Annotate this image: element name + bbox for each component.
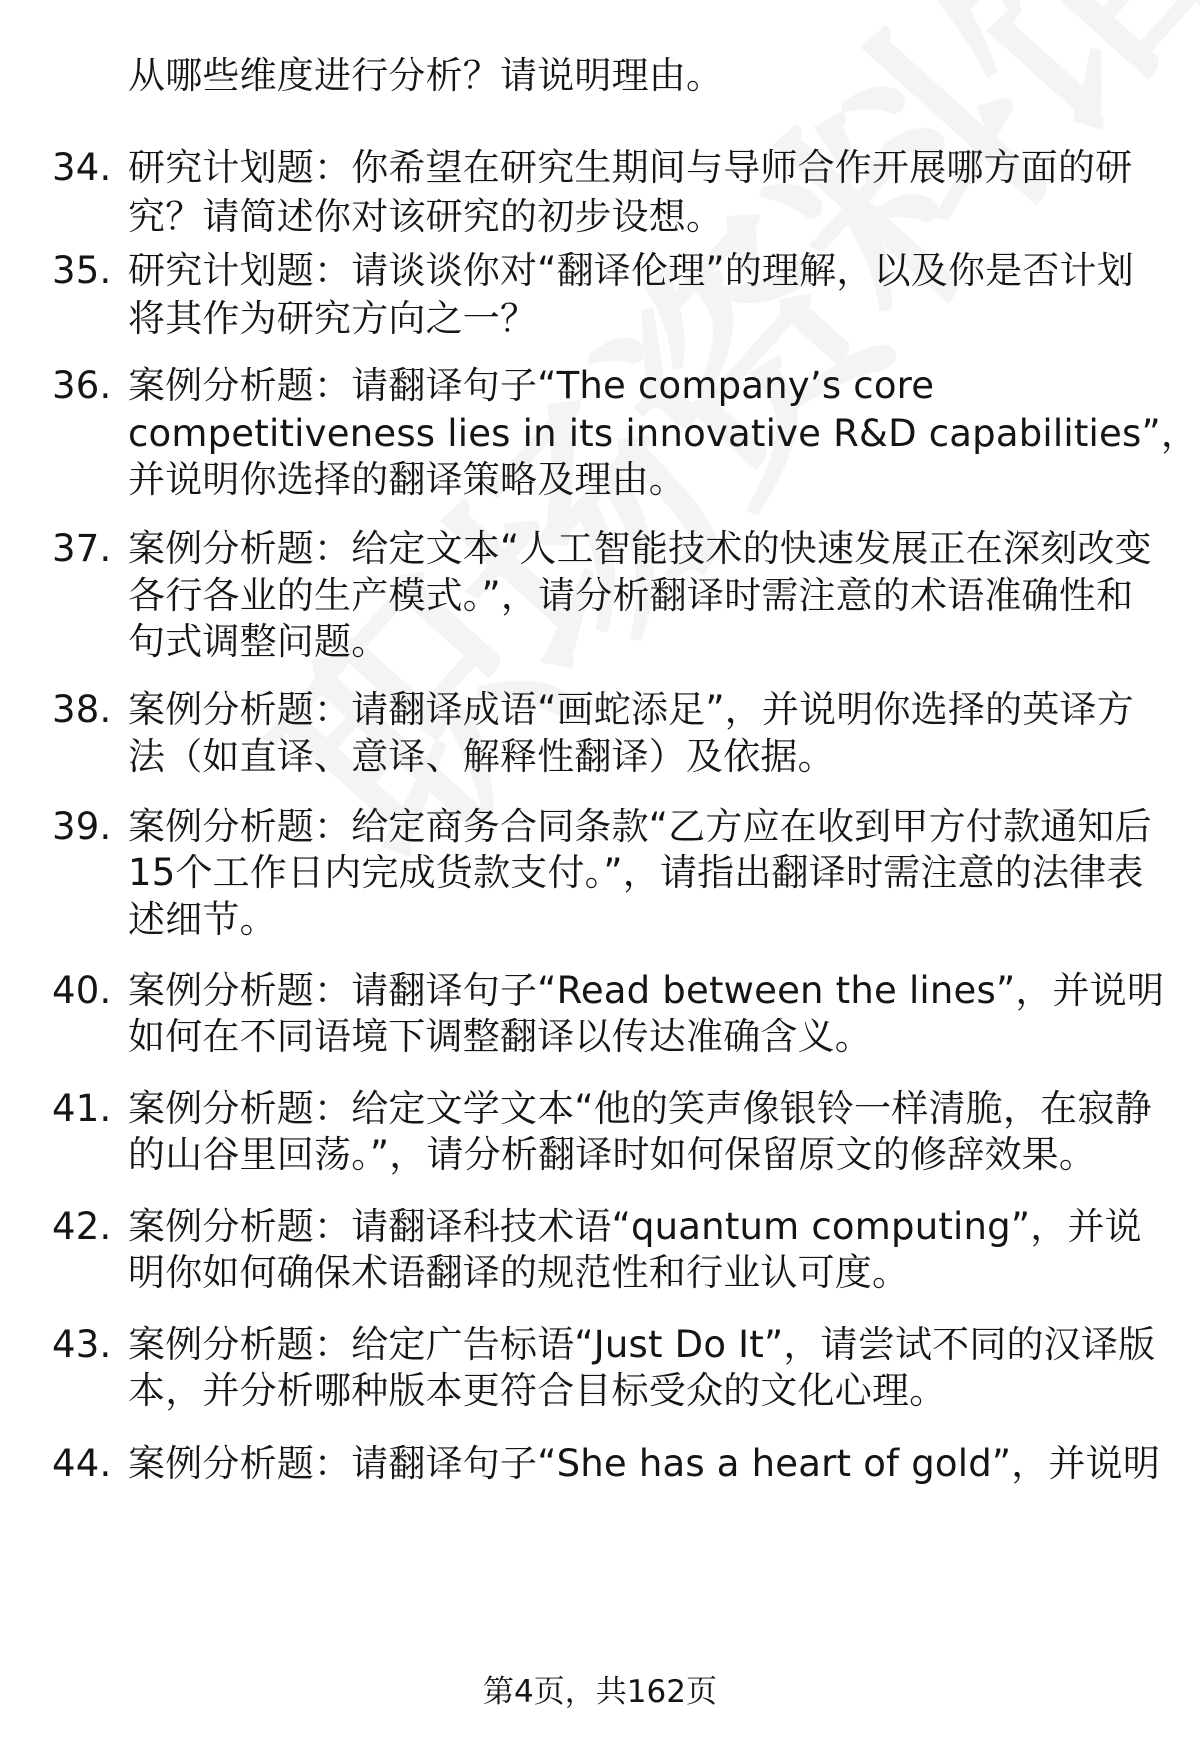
question-text: 案例分析题：请翻译句子“She has a heart of gold”，并说明 [128,1442,1161,1485]
question-text: 案例分析题：请翻译句子“The company’s core [128,364,935,407]
question-number: 38. [52,688,112,731]
question-text: 案例分析题：请翻译科技术语“quantum computing”，并说 [128,1205,1142,1248]
question-number: 41. [52,1087,112,1130]
question-text: 的山谷里回荡。”，请分析翻译时如何保留原文的修辞效果。 [128,1133,1097,1176]
question-text: 案例分析题：请翻译句子“Read between the lines”，并说明 [128,969,1165,1012]
question-number: 34. [52,146,112,189]
question-text: 各行各业的生产模式。”，请分析翻译时需注意的术语准确性和 [128,574,1134,617]
question-text: 研究计划题：请谈谈你对“翻译伦理”的理解，以及你是否计划 [128,249,1134,292]
question-text: 研究计划题：你希望在研究生期间与导师合作开展哪方面的研 [128,146,1133,189]
question-text: competitiveness lies in its innovative R&D capabilities”， [128,412,1199,455]
question-number: 37. [52,527,112,570]
question-number: 35. [52,249,112,292]
question-text: 案例分析题：请翻译成语“画蛇添足”，并说明你选择的英译方 [128,688,1134,731]
question-text: 述细节。 [128,898,277,941]
question-text: 15个工作日内完成货款支付。”，请指出翻译时需注意的法律表 [128,851,1144,894]
question-text: 案例分析题：给定文学文本“他的笑声像银铃一样清脆，在寂静 [128,1087,1152,1130]
question-text: 明你如何确保术语翻译的规范性和行业认可度。 [128,1251,910,1294]
question-number: 40. [52,969,112,1012]
question-text: 案例分析题：给定文本“人工智能技术的快速发展正在深刻改变 [128,527,1152,570]
question-number: 36. [52,364,112,407]
question-number: 39. [52,805,112,848]
question-text: 案例分析题：给定商务合同条款“乙方应在收到甲方付款通知后 [128,805,1152,848]
page-footer: 第4页，共162页 [483,1674,717,1710]
question-text: 将其作为研究方向之一？ [128,297,538,340]
question-text: 如何在不同语境下调整翻译以传达准确含义。 [128,1015,872,1058]
question-text: 句式调整问题。 [128,620,389,663]
question-text: 本，并分析哪种版本更符合目标受众的文化心理。 [128,1369,947,1412]
question-number: 44. [52,1442,112,1485]
question-text: 究？请简述你对该研究的初步设想。 [128,195,724,238]
question-text: 案例分析题：给定广告标语“Just Do It”，请尝试不同的汉译版 [128,1323,1156,1366]
question-text: 并说明你选择的翻译策略及理由。 [128,458,686,501]
question-number: 43. [52,1323,112,1366]
continuation-text: 从哪些维度进行分析？请说明理由。 [128,54,724,97]
question-number: 42. [52,1205,112,1248]
question-text: 法（如直译、意译、解释性翻译）及依据。 [128,735,835,778]
